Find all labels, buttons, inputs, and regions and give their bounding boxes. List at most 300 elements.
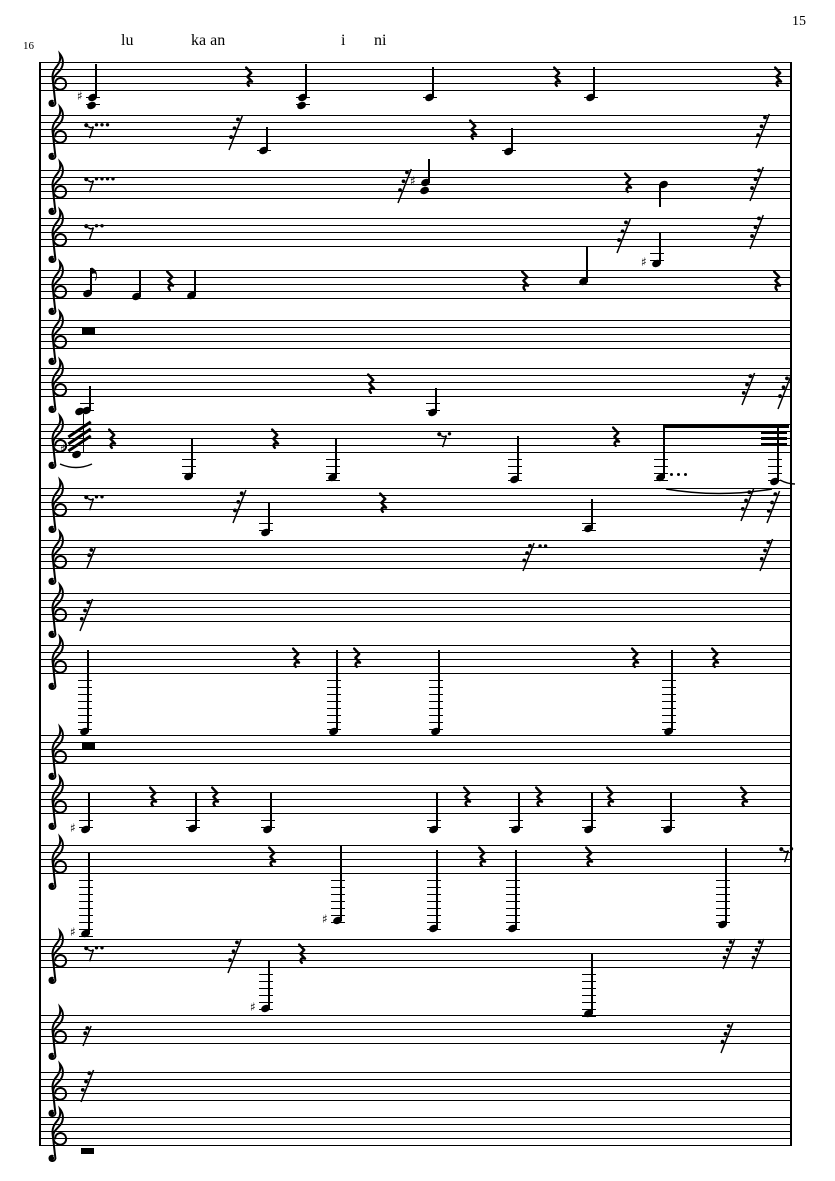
ledger-line: [79, 915, 93, 916]
note-head: [419, 186, 429, 195]
staff-line: [40, 859, 792, 860]
ledger-line: [327, 722, 341, 723]
note-stem: [89, 386, 90, 411]
quarter-rest: [622, 173, 634, 193]
staff-line: [40, 298, 792, 299]
ledger-line: [662, 715, 676, 716]
staff-line: [40, 1079, 792, 1080]
quarter-rest: [377, 493, 389, 513]
tremolo-beam: [761, 443, 787, 446]
thirtysecond-rest: [749, 937, 773, 973]
lyric-syllable: ni: [374, 32, 387, 49]
whole-rest: [82, 743, 95, 749]
ledger-line: [427, 820, 441, 821]
ledger-line: [506, 908, 520, 909]
quarter-rest: [269, 429, 281, 449]
ledger-line: [662, 708, 676, 709]
ledger-line: [78, 722, 92, 723]
staff-line: [40, 495, 792, 496]
sharp-accidental: ♯: [70, 925, 76, 939]
ledger-line: [182, 459, 196, 460]
staff-line: [40, 1036, 792, 1037]
ledger-line: [429, 708, 443, 709]
staff-line: [40, 673, 792, 674]
staff-line: [40, 652, 792, 653]
ledger-line: [506, 922, 520, 923]
augmentation-dot: [670, 473, 673, 476]
staff-line: [40, 445, 792, 446]
staff-line: [40, 1072, 792, 1073]
staff-line: [40, 488, 792, 489]
ledger-line: [80, 403, 94, 404]
ledger-line: [662, 680, 676, 681]
quarter-rest: [164, 271, 176, 291]
note-stem: [195, 792, 196, 829]
system-barline-left: [39, 62, 41, 1146]
ledger-line: [327, 701, 341, 702]
ledger-line: [331, 908, 345, 909]
eighth-rest: [437, 431, 455, 448]
staff-line: [40, 614, 792, 615]
ledger-line: [79, 901, 93, 902]
note-stem: [428, 159, 429, 183]
sharp-accidental: ♯: [322, 912, 328, 926]
ledger-line: [331, 901, 345, 902]
note-stem: [659, 233, 660, 264]
staff-line: [40, 1100, 792, 1101]
thirtysecond-rest: [395, 167, 420, 207]
ledger-line: [78, 701, 92, 702]
staff-line: [40, 122, 792, 123]
staff-line: [40, 600, 792, 601]
staff-line: [40, 561, 792, 562]
staff-line: [40, 813, 792, 814]
staff-line: [40, 735, 792, 736]
note-stem: [340, 845, 341, 921]
treble-clef-icon: [44, 1001, 70, 1063]
treble-clef-icon: [44, 354, 70, 416]
ledger-line: [331, 880, 345, 881]
ledger-line: [768, 473, 782, 474]
staff-line: [40, 1086, 792, 1087]
staff-line: [40, 375, 792, 376]
ledger-line: [331, 887, 345, 888]
staff-line: [40, 83, 792, 84]
ledger-line: [78, 694, 92, 695]
ledger-line: [427, 915, 441, 916]
tremolo-beam: [761, 437, 787, 440]
staff-line: [40, 348, 792, 349]
staff-line: [40, 143, 792, 144]
note-stem: [725, 848, 726, 925]
staff-line: [40, 607, 792, 608]
eighth-rest: [84, 494, 107, 511]
ledger-line: [331, 894, 345, 895]
quarter-rest: [461, 787, 473, 807]
ledger-line: [429, 687, 443, 688]
ledger-line: [582, 981, 596, 982]
quarter-rest: [290, 648, 302, 668]
augmentation-dot: [684, 473, 687, 476]
ledger-line: [259, 523, 273, 524]
staff-line: [40, 438, 792, 439]
note-stem: [671, 650, 672, 732]
staff-line: [40, 1029, 792, 1030]
staff-line: [40, 873, 792, 874]
staff-line: [40, 389, 792, 390]
thirtysecond-rest: [753, 112, 778, 152]
ledger-line: [182, 466, 196, 467]
eighth-rest: [84, 176, 118, 193]
page-number: 15: [792, 14, 806, 29]
staff-line: [40, 659, 792, 660]
ledger-line: [506, 901, 520, 902]
ledger-line: [768, 459, 782, 460]
ledger-line: [661, 820, 675, 821]
staff-line: [40, 749, 792, 750]
staff-line: [40, 1043, 792, 1044]
ledger-line: [79, 894, 93, 895]
staff-line: [40, 320, 792, 321]
staff-line: [40, 129, 792, 130]
note-stem: [435, 388, 436, 413]
note-stem: [670, 792, 671, 830]
staff-line: [40, 239, 792, 240]
augmentation-dot: [677, 473, 680, 476]
quarter-rest: [604, 787, 616, 807]
eighth-flag: [92, 268, 100, 282]
ledger-line: [716, 901, 730, 902]
ledger-line: [506, 887, 520, 888]
eighth-rest: [84, 945, 107, 962]
note-stem: [88, 852, 89, 934]
ledger-line: [327, 708, 341, 709]
staff-line: [40, 115, 792, 116]
quarter-rest: [243, 67, 255, 87]
ledger-line: [582, 820, 596, 821]
staff-line: [40, 368, 792, 369]
ledger-line: [429, 715, 443, 716]
sharp-accidental: ♯: [60, 442, 66, 456]
eighth-rest: [84, 223, 107, 240]
lyric-syllable: i: [341, 32, 346, 49]
note-stem: [517, 436, 518, 480]
ledger-line: [427, 894, 441, 895]
thirtysecond-rest: [718, 1021, 742, 1057]
thirtysecond-rest: [739, 371, 764, 409]
ledger-line: [716, 880, 730, 881]
ledger-line: [662, 687, 676, 688]
note-stem: [436, 792, 437, 830]
eighth-rest: [779, 846, 797, 863]
quarter-rest: [209, 787, 221, 807]
staff-line: [40, 554, 792, 555]
note-stem: [438, 650, 439, 732]
staff-line: [40, 1145, 792, 1146]
quarter-rest: [467, 120, 479, 140]
ledger-line: [79, 908, 93, 909]
staff-line: [40, 334, 792, 335]
ledger-line: [78, 687, 92, 688]
ledger-line: [427, 901, 441, 902]
thirtysecond-rest: [520, 541, 554, 575]
ledger-line: [650, 253, 664, 254]
staff-line: [40, 946, 792, 947]
beam: [663, 424, 789, 428]
staff-line: [40, 516, 792, 517]
ledger-line: [582, 995, 596, 996]
ledger-line: [582, 1002, 596, 1003]
quarter-rest: [533, 787, 545, 807]
staff-line: [40, 509, 792, 510]
sharp-accidental: ♯: [641, 255, 647, 269]
grace-note-head: [71, 450, 81, 459]
quarter-rest: [583, 847, 595, 867]
ledger-line: [327, 694, 341, 695]
staff-line: [40, 90, 792, 91]
sharp-accidental: ♯: [70, 821, 76, 835]
thirtysecond-rest: [747, 213, 772, 253]
quarter-rest: [266, 847, 278, 867]
staff-line: [40, 270, 792, 271]
staff-line: [40, 431, 792, 432]
note-stem: [659, 184, 660, 207]
quarter-rest: [351, 648, 363, 668]
lyric-syllable: lu: [121, 32, 134, 49]
quarter-rest: [296, 944, 308, 964]
ledger-line: [427, 922, 441, 923]
barline-right: [790, 62, 792, 1146]
ledger-line: [259, 988, 273, 989]
note-stem: [591, 499, 592, 529]
staff-line: [40, 396, 792, 397]
ledger-line: [326, 466, 340, 467]
staff-line: [40, 327, 792, 328]
staff-line: [40, 666, 792, 667]
staff-line: [40, 1015, 792, 1016]
note-stem: [777, 427, 778, 482]
ledger-line: [506, 915, 520, 916]
staff-line: [40, 502, 792, 503]
ledger-line: [429, 722, 443, 723]
staff-line: [40, 232, 792, 233]
staff-line: [40, 1022, 792, 1023]
staff-line: [40, 291, 792, 292]
staff-line: [40, 645, 792, 646]
note-stem: [88, 792, 89, 830]
staff-line: [40, 225, 792, 226]
note-stem: [586, 246, 587, 282]
quarter-rest: [772, 67, 784, 87]
staff-line: [40, 852, 792, 853]
thirtysecond-rest: [230, 488, 255, 527]
note-stem: [95, 64, 96, 98]
staff-line: [40, 284, 792, 285]
ledger-line: [429, 694, 443, 695]
thirtysecond-rest: [226, 114, 251, 154]
note-head: [296, 101, 306, 110]
ledger-line: [427, 887, 441, 888]
thirtysecond-rest: [764, 489, 789, 527]
staff-line: [40, 866, 792, 867]
note-stem: [305, 64, 306, 98]
ledger-line: [716, 894, 730, 895]
staff-line: [40, 960, 792, 961]
thirtysecond-rest: [225, 937, 250, 977]
staff-line: [40, 547, 792, 548]
sharp-accidental: ♯: [410, 174, 416, 188]
ledger-line: [506, 880, 520, 881]
treble-clef-icon: [44, 1103, 70, 1165]
ledger-line: [261, 820, 275, 821]
thirtysecond-rest: [84, 546, 104, 572]
measure-number: 16: [23, 40, 34, 52]
thirtysecond-rest: [720, 937, 744, 973]
quarter-rest: [147, 787, 159, 807]
note-stem: [591, 792, 592, 830]
whole-rest: [82, 328, 95, 334]
ledger-line: [186, 820, 200, 821]
staff-line: [40, 1138, 792, 1139]
thirtysecond-rest: [757, 537, 782, 575]
ledger-line: [427, 908, 441, 909]
ledger-line: [427, 880, 441, 881]
staff-line: [40, 967, 792, 968]
note-stem: [270, 792, 271, 830]
note-stem: [336, 650, 337, 732]
note-stem: [266, 127, 267, 151]
thirtysecond-rest: [747, 165, 772, 205]
ledger-line: [259, 974, 273, 975]
ledger-line: [429, 701, 443, 702]
quarter-rest: [610, 427, 622, 447]
treble-clef-icon: [44, 101, 70, 163]
ledger-line: [654, 466, 668, 467]
thirtysecond-rest: [77, 597, 102, 635]
ledger-line: [429, 680, 443, 681]
note-stem: [432, 67, 433, 98]
treble-clef-icon: [44, 925, 70, 987]
ledger-line: [716, 887, 730, 888]
note-stem: [436, 850, 437, 929]
treble-clef-icon: [44, 631, 70, 693]
note-stem: [191, 438, 192, 477]
quarter-rest: [519, 271, 531, 291]
ledger-line: [716, 908, 730, 909]
quarter-rest: [771, 271, 783, 291]
quarter-rest: [709, 648, 721, 668]
staff-line: [40, 953, 792, 954]
ledger-line: [327, 715, 341, 716]
treble-clef-icon: [44, 831, 70, 893]
thirtysecond-rest: [738, 487, 763, 525]
staff-line: [40, 382, 792, 383]
tremolo-beam: [761, 431, 787, 434]
ledger-line: [426, 403, 440, 404]
ledger-line: [78, 708, 92, 709]
quarter-rest: [551, 67, 563, 87]
staff-line: [40, 1093, 792, 1094]
thirtysecond-rest: [614, 217, 639, 257]
ledger-line: [654, 459, 668, 460]
ledger-line: [79, 820, 93, 821]
quarter-rest: [365, 374, 377, 394]
staff-line: [40, 136, 792, 137]
ledger-line: [582, 988, 596, 989]
ledger-line: [79, 887, 93, 888]
ledger-line: [79, 880, 93, 881]
treble-clef-icon: [44, 771, 70, 833]
ledger-line: [716, 915, 730, 916]
eighth-rest: [84, 122, 113, 139]
staff-line: [40, 1117, 792, 1118]
ledger-line: [508, 466, 522, 467]
staff-line: [40, 621, 792, 622]
ledger-line: [582, 974, 596, 975]
staff-line: [40, 452, 792, 453]
whole-rest: [81, 1148, 94, 1154]
ledger-line: [662, 722, 676, 723]
note-stem: [268, 503, 269, 533]
sharp-accidental: ♯: [77, 89, 83, 103]
ledger-line: [259, 1002, 273, 1003]
note-stem: [87, 650, 88, 732]
staff-line: [40, 540, 792, 541]
note-stem: [515, 850, 516, 929]
ledger-line: [327, 687, 341, 688]
staff-line: [40, 845, 792, 846]
staff-line: [40, 763, 792, 764]
staff-line: [40, 1131, 792, 1132]
note-stem: [139, 271, 140, 297]
ledger-line: [509, 820, 523, 821]
staff-line: [40, 939, 792, 940]
ledger-line: [508, 473, 522, 474]
thirtysecond-rest: [80, 1024, 100, 1050]
note-stem: [518, 792, 519, 830]
staff-line: [40, 76, 792, 77]
staff-line: [40, 218, 792, 219]
ledger-line: [78, 715, 92, 716]
ledger-line: [662, 701, 676, 702]
staff-line: [40, 568, 792, 569]
staff-line: [40, 756, 792, 757]
staff-line: [40, 246, 792, 247]
sharp-accidental: ♯: [250, 1000, 256, 1014]
ledger-line: [79, 922, 93, 923]
staff-line: [40, 1124, 792, 1125]
ledger-line: [78, 680, 92, 681]
staff-line: [40, 341, 792, 342]
ledger-line: [768, 466, 782, 467]
quarter-rest: [106, 429, 118, 449]
ledger-line: [327, 680, 341, 681]
note-stem: [663, 427, 664, 478]
note-stem: [335, 438, 336, 478]
ledger-line: [506, 894, 520, 895]
lyric-syllable: ka an: [191, 32, 226, 49]
thirtysecond-rest: [775, 373, 800, 413]
staff-line: [40, 69, 792, 70]
ledger-line: [259, 981, 273, 982]
staff-line: [40, 593, 792, 594]
note-stem: [593, 67, 594, 98]
ledger-line: [662, 694, 676, 695]
staff-line: [40, 277, 792, 278]
note-stem: [194, 270, 195, 296]
note-stem: [511, 128, 512, 152]
note-stem: [268, 960, 269, 1009]
